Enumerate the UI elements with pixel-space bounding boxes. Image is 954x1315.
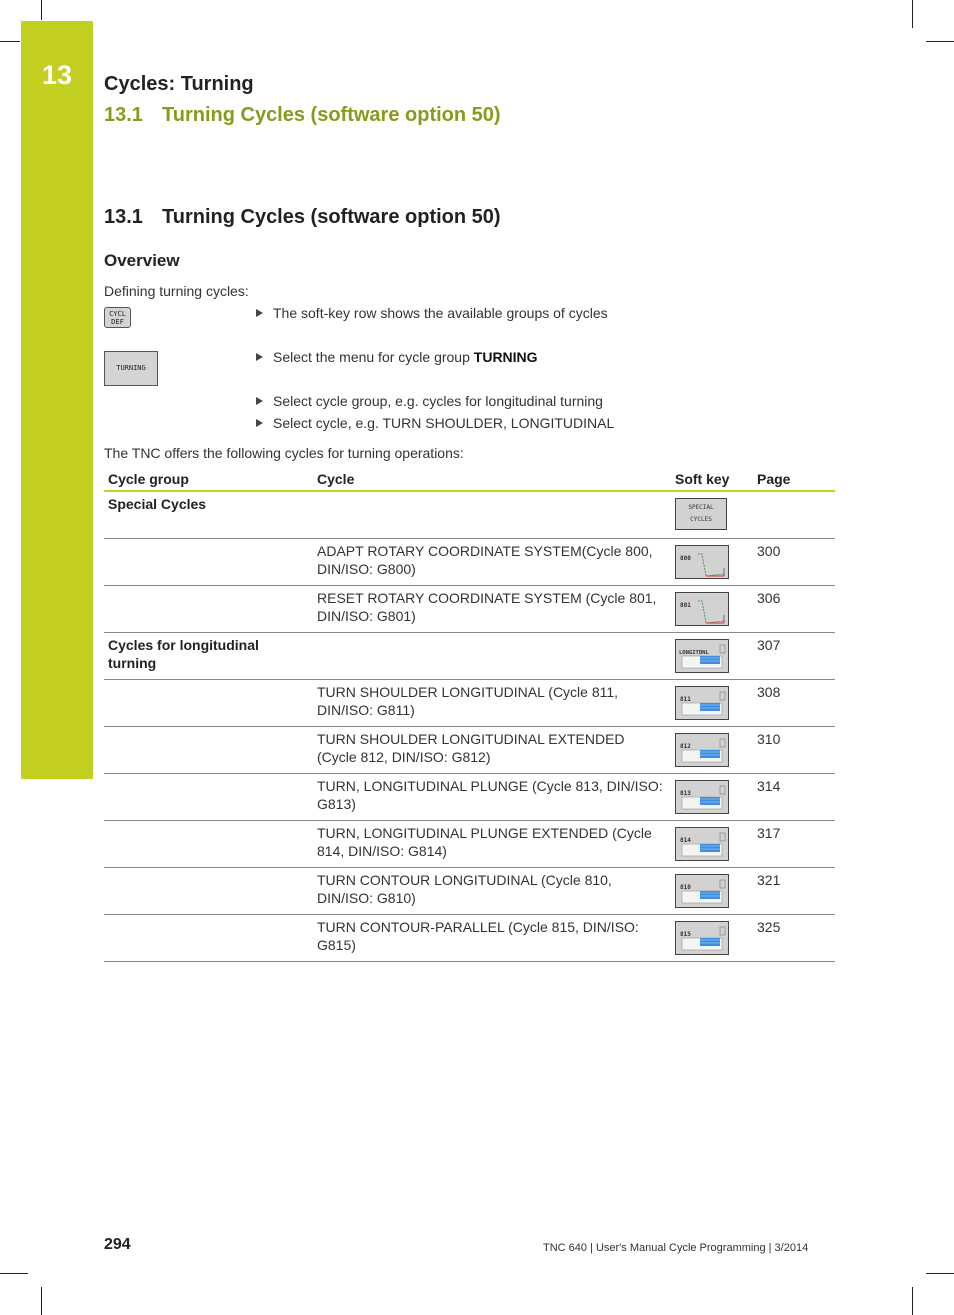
- cycle-name: RESET ROTARY COORDINATE SYSTEM (Cycle 801, DIN/ISO: G801): [313, 586, 671, 633]
- softkey-cycle[interactable]: [675, 733, 729, 767]
- cycle-group: [104, 539, 313, 586]
- arrow-icon: [256, 419, 263, 427]
- section-number: 13.1: [104, 104, 143, 126]
- step-emphasis: TURNING: [473, 349, 538, 365]
- softkey-cell: [671, 680, 753, 727]
- crop-mark: [912, 1287, 913, 1315]
- turning-diagram-icon: [676, 687, 728, 719]
- table-row: [104, 727, 835, 774]
- softkey-cycle[interactable]: [675, 827, 729, 861]
- turning-diagram-icon: [676, 875, 728, 907]
- page-ref[interactable]: 308: [753, 680, 835, 727]
- table-row: [104, 680, 835, 727]
- col-header: Cycle: [313, 468, 671, 491]
- softkey-cycle[interactable]: [675, 639, 729, 673]
- page-ref[interactable]: 306: [753, 586, 835, 633]
- table-row: [104, 774, 835, 821]
- softkey-cycle[interactable]: [675, 545, 729, 579]
- softkey-cycle[interactable]: [675, 686, 729, 720]
- softkey-cell: [671, 491, 753, 539]
- cycle-name: ADAPT ROTARY COORDINATE SYSTEM(Cycle 800, DIN/ISO: G800): [313, 539, 671, 586]
- turning-softkey[interactable]: TURNING: [104, 351, 158, 386]
- table-row: [104, 915, 835, 962]
- cycle-group: [104, 868, 313, 915]
- cycle-group: Cycles for longitudinal turning: [104, 633, 313, 680]
- softkey-cycle[interactable]: [675, 921, 729, 955]
- page-ref[interactable]: 300: [753, 539, 835, 586]
- arrow-icon: [256, 309, 263, 317]
- softkey-label: 810: [680, 884, 691, 891]
- cycle-group: [104, 680, 313, 727]
- table-row: [104, 633, 835, 680]
- cycle-name: [313, 633, 671, 680]
- page-ref[interactable]: 317: [753, 821, 835, 868]
- chapter-tab: [21, 21, 93, 779]
- softkey-label: 813: [680, 790, 691, 797]
- rotary-diagram-icon: [676, 546, 728, 578]
- heading-number: 13.1: [104, 206, 143, 228]
- table-row: [104, 821, 835, 868]
- step-text: Select cycle, e.g. TURN SHOULDER, LONGITUDINAL: [273, 415, 615, 431]
- softkey-label: 815: [680, 931, 691, 938]
- page-ref[interactable]: 307: [753, 633, 835, 680]
- key-label: DEF: [111, 318, 124, 326]
- softkey-special-cycles[interactable]: [675, 498, 727, 530]
- softkey-cycle[interactable]: [675, 874, 729, 908]
- table-row: [104, 539, 835, 586]
- chapter-title: Cycles: Turning: [104, 73, 254, 95]
- crop-mark: [912, 0, 913, 28]
- arrow-icon: [256, 353, 263, 361]
- step-2: [256, 349, 538, 365]
- cycle-name: [313, 491, 671, 539]
- cycle-group: [104, 915, 313, 962]
- heading-title: Turning Cycles (software option 50): [162, 206, 501, 228]
- softkey-cell: [671, 539, 753, 586]
- step-4: [256, 415, 614, 431]
- running-section: [104, 104, 501, 127]
- key-label: CYCL: [109, 310, 126, 318]
- softkey-label: 814: [680, 837, 691, 844]
- cycle-name: TURN, LONGITUDINAL PLUNGE EXTENDED (Cycle 814, DIN/ISO: G814): [313, 821, 671, 868]
- table-row: [104, 868, 835, 915]
- softkey-label: 812: [680, 743, 691, 750]
- intro-text: Defining turning cycles:: [104, 283, 249, 299]
- page-ref[interactable]: 314: [753, 774, 835, 821]
- softkey-cell: [671, 633, 753, 680]
- cycle-group: [104, 821, 313, 868]
- crop-mark: [926, 41, 954, 42]
- cycle-name: TURN CONTOUR LONGITUDINAL (Cycle 810, DIN/ISO: G810): [313, 868, 671, 915]
- softkey-cell: [671, 586, 753, 633]
- softkey-cycle[interactable]: [675, 592, 729, 626]
- crop-mark: [0, 41, 20, 42]
- rotary-diagram-icon: [676, 593, 728, 625]
- softkey-cell: [671, 821, 753, 868]
- cycle-group: [104, 774, 313, 821]
- cycle-name: TURN SHOULDER LONGITUDINAL EXTENDED (Cycle 812, DIN/ISO: G812): [313, 727, 671, 774]
- softkey-cycle[interactable]: [675, 780, 729, 814]
- page-ref[interactable]: 325: [753, 915, 835, 962]
- page-number: 294: [104, 1236, 131, 1253]
- col-header: Page: [753, 468, 835, 491]
- crop-mark: [41, 1287, 42, 1315]
- table-row: [104, 491, 835, 539]
- footer-text: TNC 640 | User's Manual Cycle Programming | 3/2014: [543, 1242, 809, 1254]
- cycle-name: TURN, LONGITUDINAL PLUNGE (Cycle 813, DIN/ISO: G813): [313, 774, 671, 821]
- softkey-cell: [671, 868, 753, 915]
- step-text: The soft-key row shows the available groups of cycles: [273, 305, 608, 321]
- turning-diagram-icon: [676, 781, 728, 813]
- softkey-label: LONGITDNL: [679, 650, 709, 656]
- softkey-label: 801: [680, 602, 691, 609]
- step-3: [256, 393, 603, 409]
- cycl-def-key[interactable]: [104, 307, 131, 328]
- softkey-label: 800: [680, 555, 691, 562]
- section-title: Turning Cycles (software option 50): [162, 104, 501, 126]
- crop-mark: [0, 1273, 28, 1274]
- turning-diagram-icon: [676, 734, 728, 766]
- step-1: [256, 305, 608, 321]
- crop-mark: [41, 0, 42, 20]
- cycles-table: [104, 468, 835, 962]
- crop-mark: [926, 1273, 954, 1274]
- cycle-group: Special Cycles: [104, 491, 313, 539]
- table-row: [104, 586, 835, 633]
- step-text: Select cycle group, e.g. cycles for longitudinal turning: [273, 393, 603, 409]
- step-text: Select the menu for cycle group: [273, 349, 474, 365]
- col-header: Soft key: [671, 468, 753, 491]
- page-ref[interactable]: 310: [753, 727, 835, 774]
- turning-diagram-icon: [676, 922, 728, 954]
- col-header: Cycle group: [104, 468, 313, 491]
- turning-diagram-icon: [676, 828, 728, 860]
- arrow-icon: [256, 397, 263, 405]
- table-intro: The TNC offers the following cycles for turning operations:: [104, 445, 464, 461]
- section-heading: [104, 206, 501, 229]
- cycle-group: [104, 586, 313, 633]
- chapter-number: 13: [41, 60, 73, 90]
- softkey-label: 811: [680, 696, 691, 703]
- page-ref[interactable]: 321: [753, 868, 835, 915]
- cycle-name: TURN SHOULDER LONGITUDINAL (Cycle 811, DIN/ISO: G811): [313, 680, 671, 727]
- overview-heading: Overview: [104, 251, 180, 270]
- softkey-cell: [671, 727, 753, 774]
- page-ref[interactable]: [753, 491, 835, 539]
- turning-diagram-icon: [676, 640, 728, 672]
- softkey-label: SPECIAL CYCLES: [688, 504, 714, 523]
- cycle-name: TURN CONTOUR-PARALLEL (Cycle 815, DIN/ISO: G815): [313, 915, 671, 962]
- softkey-cell: [671, 915, 753, 962]
- softkey-cell: [671, 774, 753, 821]
- cycle-group: [104, 727, 313, 774]
